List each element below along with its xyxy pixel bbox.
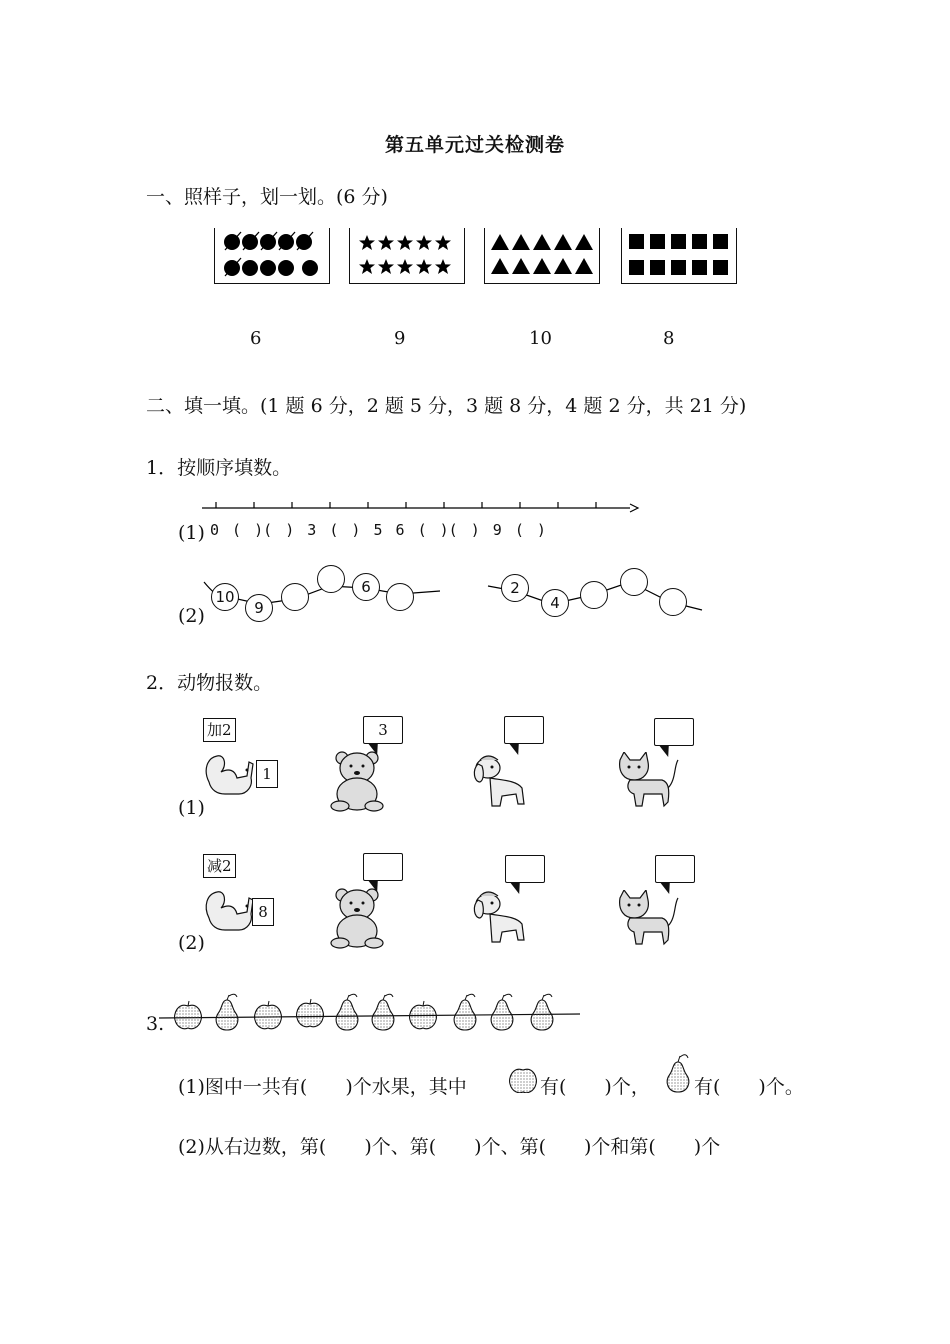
cat-icon bbox=[614, 752, 684, 812]
squares-figure bbox=[622, 228, 736, 283]
triangles-figure bbox=[485, 228, 599, 283]
bead-right-1: 2 bbox=[501, 574, 529, 602]
q2-part2-label: (2) bbox=[178, 932, 205, 954]
bead-left-5: 6 bbox=[352, 573, 380, 601]
group-stars bbox=[349, 228, 465, 284]
bubble-bear-1: 3 bbox=[363, 716, 403, 744]
page-title: 第五单元过关检测卷 bbox=[384, 134, 565, 156]
bead-right-4[interactable] bbox=[620, 568, 648, 596]
group-label-4: 8 bbox=[663, 328, 675, 349]
squirrel-icon bbox=[203, 748, 255, 800]
group-label-2: 9 bbox=[394, 328, 406, 349]
start-number-2: 8 bbox=[252, 898, 274, 926]
q2-title: 2．动物报数。 bbox=[146, 672, 273, 694]
bead-left-1: 10 bbox=[211, 583, 239, 611]
start-number-1: 1 bbox=[256, 760, 278, 788]
q3-line1-apples: 有( )个， bbox=[540, 1076, 650, 1098]
group-label-1: 6 bbox=[250, 328, 262, 349]
section2-heading: 二、填一填。(1 题 6 分，2 题 5 分，3 题 8 分，4 题 2 分，共 21 分) bbox=[146, 395, 747, 417]
fruit-string bbox=[155, 990, 585, 1040]
bear-icon bbox=[328, 748, 388, 813]
stars-figure bbox=[350, 228, 464, 283]
bear-icon bbox=[328, 885, 388, 950]
group-triangles bbox=[484, 228, 600, 284]
q1-part2-label: (2) bbox=[178, 605, 205, 627]
q1-part1-label: (1) bbox=[178, 522, 205, 544]
bubble-bear-2[interactable] bbox=[363, 853, 403, 881]
bead-right-2: 4 bbox=[541, 589, 569, 617]
group-squares bbox=[621, 228, 737, 284]
bubble-cat-1[interactable] bbox=[654, 718, 694, 746]
bubble-dog-2[interactable] bbox=[505, 855, 545, 883]
group-circles bbox=[214, 228, 330, 284]
dog-icon bbox=[470, 752, 530, 812]
bubble-dog-1[interactable] bbox=[504, 716, 544, 744]
q3-line1-start: (1)图中一共有( )个水果，其中 bbox=[178, 1076, 467, 1098]
q3-line2: (2)从右边数，第( )个、第( )个、第( )个和第( )个 bbox=[178, 1136, 721, 1158]
bead-left-4[interactable] bbox=[317, 565, 345, 593]
rule-tag-add: 加2 bbox=[203, 718, 236, 742]
rule-tag-subtract: 减2 bbox=[203, 854, 236, 878]
squirrel-icon bbox=[203, 884, 255, 936]
bead-left-2: 9 bbox=[245, 594, 273, 622]
bead-left-6[interactable] bbox=[386, 583, 414, 611]
dog-icon bbox=[470, 888, 530, 948]
q3-line1-pears: 有( )个。 bbox=[694, 1076, 804, 1098]
apple-icon bbox=[508, 1063, 538, 1093]
section1-heading: 一、照样子，划一划。(6 分) bbox=[146, 186, 388, 208]
circles-figure bbox=[215, 228, 329, 283]
q2-part1-label: (1) bbox=[178, 797, 205, 819]
cat-icon bbox=[614, 890, 684, 950]
bubble-cat-2[interactable] bbox=[655, 855, 695, 883]
pear-icon bbox=[662, 1052, 694, 1094]
number-line-values: 0 ( )( ) 3 ( ) 5 6 ( )( ) 9 ( ) bbox=[210, 521, 546, 539]
bead-right-5[interactable] bbox=[659, 588, 687, 616]
q1-title: 1．按顺序填数。 bbox=[146, 457, 292, 479]
q3-label: 3. bbox=[146, 1013, 165, 1035]
bead-left-3[interactable] bbox=[281, 583, 309, 611]
group-label-3: 10 bbox=[529, 328, 552, 349]
number-line bbox=[200, 498, 640, 518]
bead-right-3[interactable] bbox=[580, 581, 608, 609]
